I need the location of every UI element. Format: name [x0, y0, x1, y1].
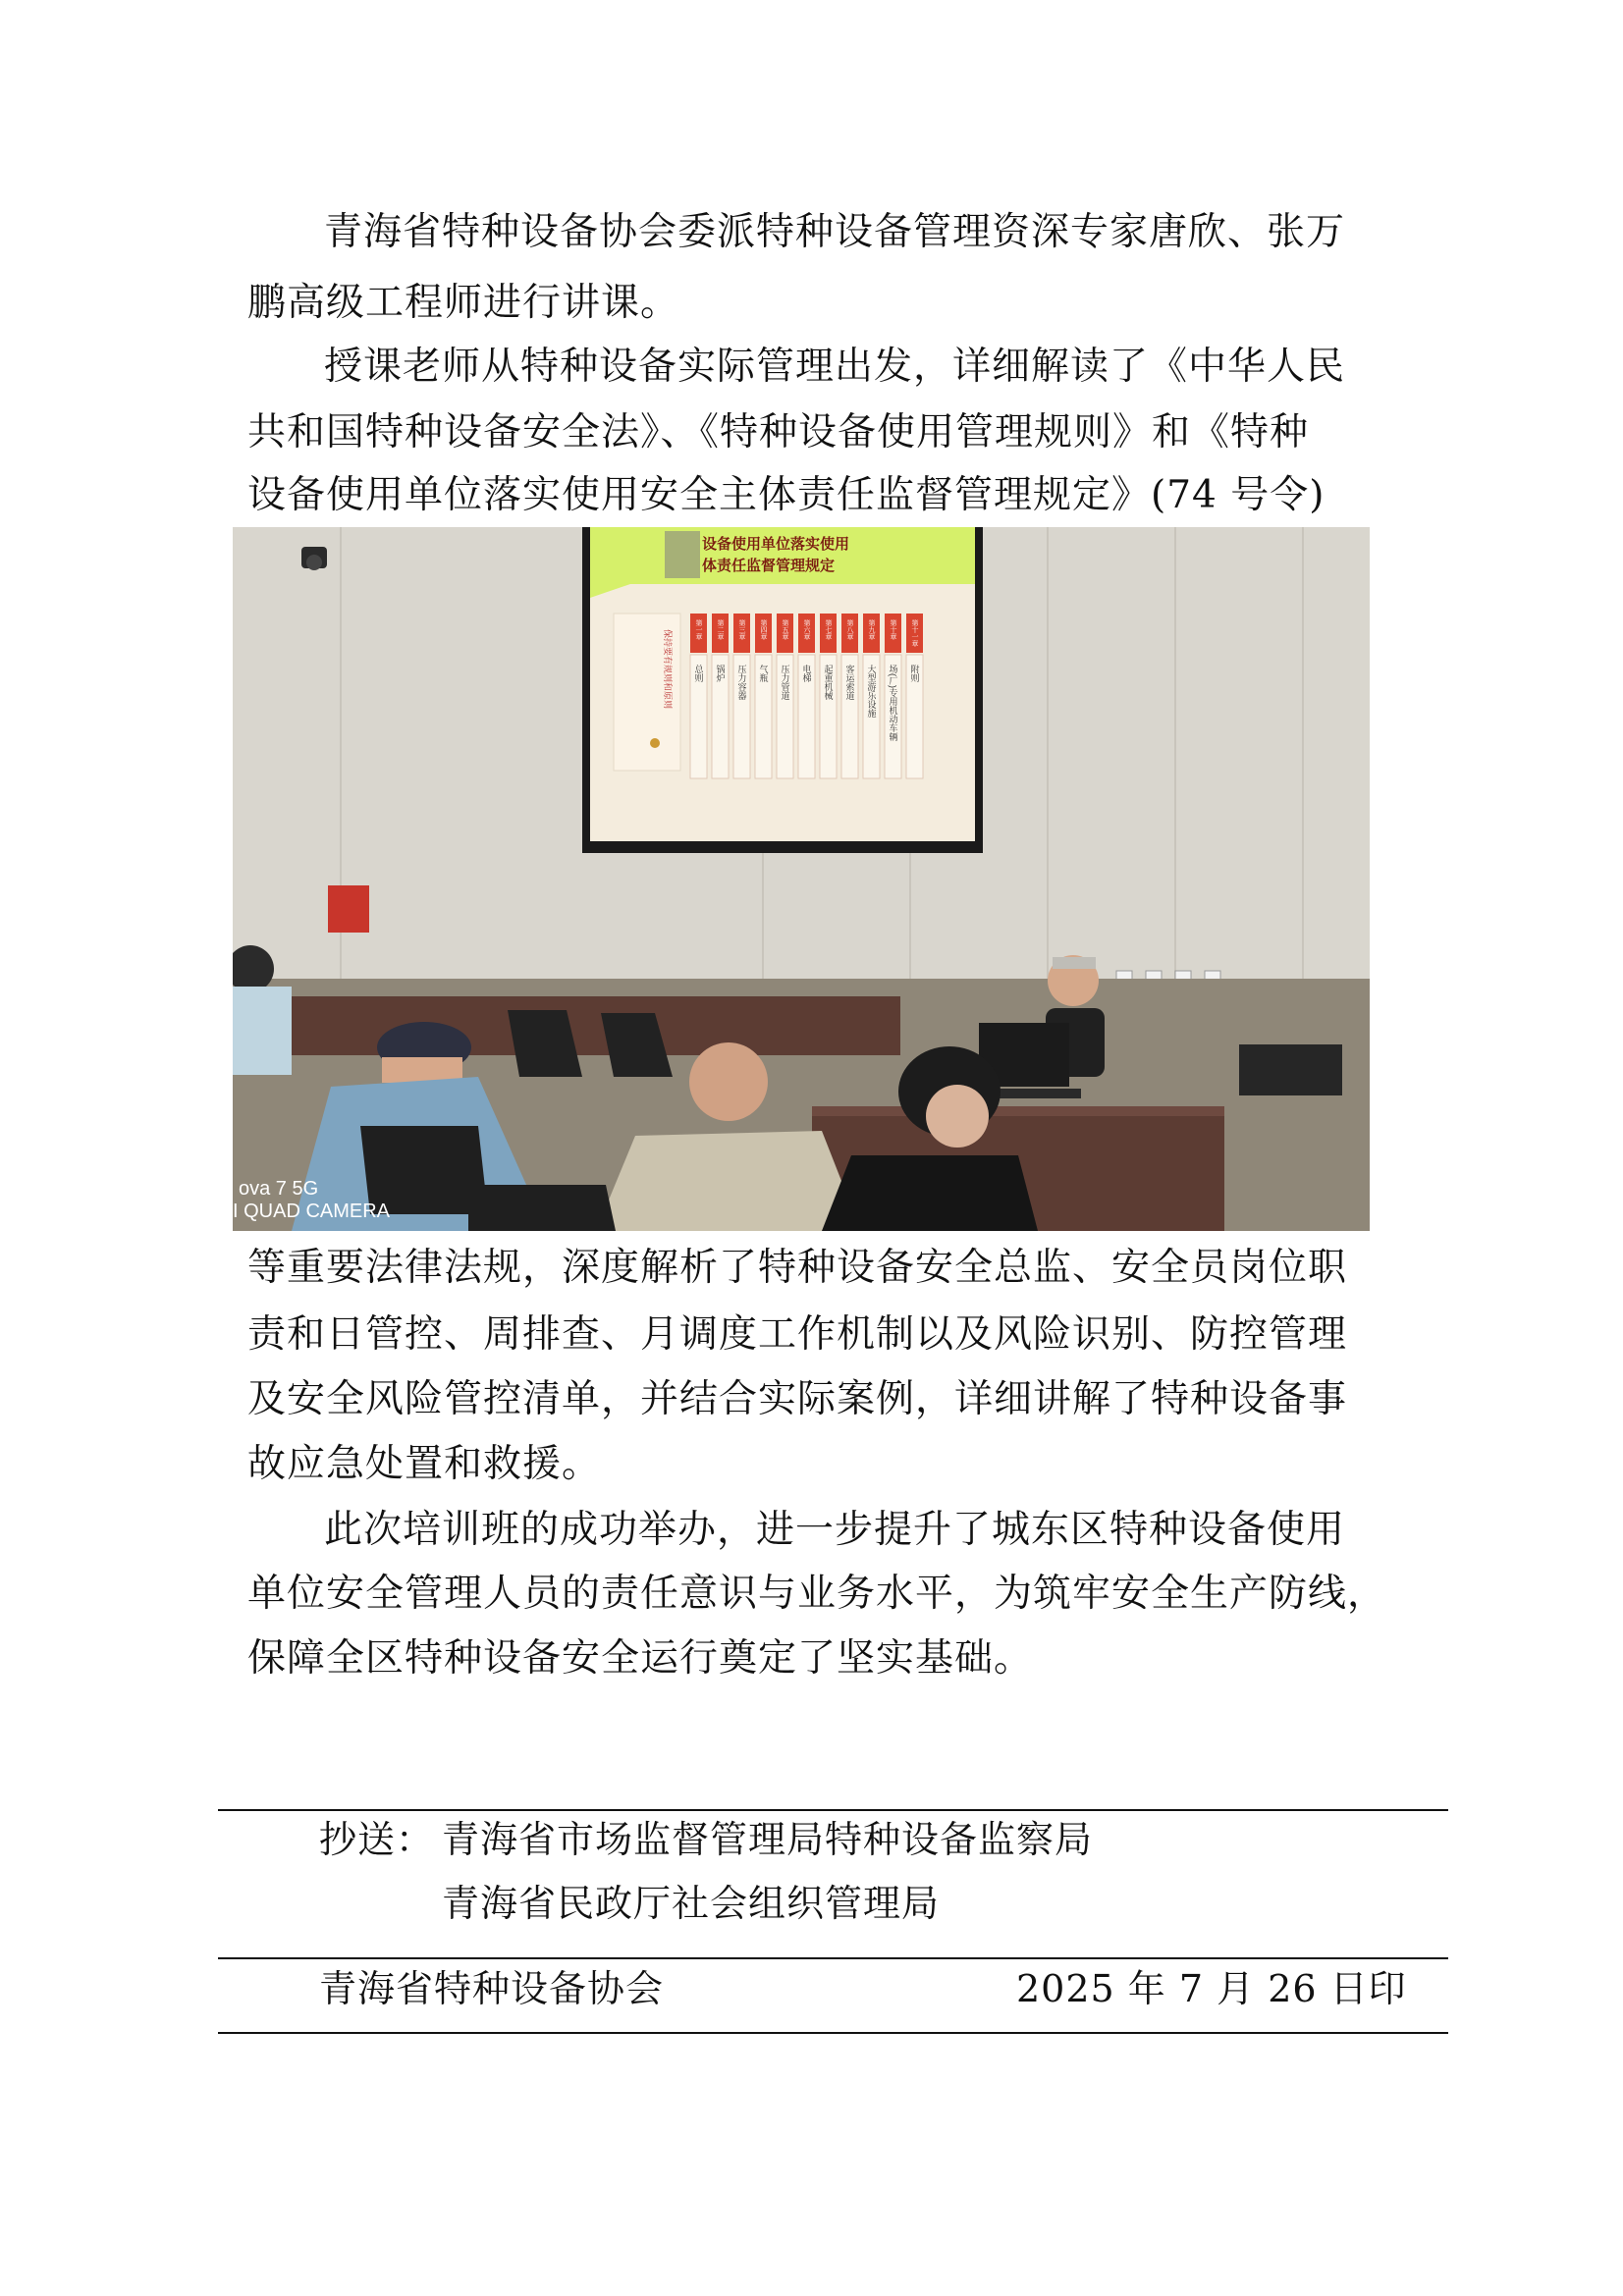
cc-label: 抄送： — [319, 1818, 435, 1861]
training-photo — [233, 527, 1370, 1231]
footer-middle-rule — [218, 1957, 1448, 1959]
footer-bottom-rule — [218, 2032, 1448, 2034]
slide-chapter-head-text-11: 第十一章 — [911, 619, 918, 647]
paragraph-2-line-6: 及安全风险管控清单，并结合实际案例，详细讲解了特种设备事 — [247, 1377, 1348, 1421]
slide-chapter-body-text-7: 起重机械 — [823, 665, 834, 700]
slide-chapter-head-text-1: 第一章 — [695, 619, 702, 640]
slide-chapter-body-text-6: 电梯 — [801, 665, 812, 682]
paragraph-1-line-1: 青海省特种设备协会委派特种设备管理资深专家唐欣、张万 — [324, 210, 1346, 254]
paragraph-3-line-3: 保障全区特种设备安全运行奠定了坚实基础。 — [247, 1636, 1034, 1681]
slide-chapter-head-text-10: 第十章 — [890, 619, 896, 640]
paragraph-2-line-3: 设备使用单位落实使用安全主体责任监督管理规定》(74 号令) — [247, 473, 1325, 517]
slide-chapter-body-text-3: 压力容器 — [736, 665, 747, 700]
cc-recipient-2: 青海省民政厅社会组织管理局 — [442, 1882, 941, 1925]
slide-chapter-columns — [690, 614, 923, 778]
slide-chapter-body-text-9: 大型游乐设施 — [866, 665, 877, 718]
slide-chapter-body-text-5: 压力管道 — [780, 665, 790, 700]
cc-recipient-1: 青海省市场监督管理局特种设备监察局 — [442, 1818, 1094, 1861]
slide-chapter-head-text-2: 第二章 — [717, 619, 724, 640]
paragraph-2-line-4: 等重要法律法规，深度解析了特种设备安全总监、安全员岗位职 — [247, 1246, 1348, 1290]
paragraph-2-line-2: 共和国特种设备安全法》、《特种设备使用管理规则》和《特种 — [247, 410, 1310, 454]
footer-top-rule — [218, 1809, 1448, 1811]
paragraph-2-line-7: 故应急处置和救援。 — [247, 1442, 602, 1486]
slide-chapter-body-text-2: 锅炉 — [715, 665, 726, 682]
issuer: 青海省特种设备协会 — [319, 1967, 665, 2010]
slide-chapter-head-text-6: 第六章 — [803, 619, 810, 640]
slide-title-line-2: 体责任监督管理规定 — [702, 558, 836, 574]
print-date: 2025 年 7 月 26 日印 — [1016, 1967, 1407, 2010]
slide-chapter-body-text-8: 客运索道 — [844, 665, 855, 700]
slide-chapter-head-text-4: 第四章 — [760, 619, 767, 640]
slide-chapter-head-text-9: 第九章 — [868, 619, 875, 640]
slide-chapter-head-text-7: 第七章 — [825, 619, 832, 640]
slide-title-line-1: 设备使用单位落实使用 — [702, 536, 850, 553]
slide-chapter-head-text-5: 第五章 — [782, 619, 788, 640]
slide-chapter-body-text-4: 气瓶 — [758, 665, 769, 682]
paragraph-2-line-5: 责和日管控、周排查、月调度工作机制以及风险识别、防控管理 — [247, 1312, 1348, 1357]
paragraph-2-line-1: 授课老师从特种设备实际管理出发，详细解读了《中华人民 — [324, 345, 1346, 389]
slide-chapter-body-text-10: 场(厂)专用机动车辆 — [888, 665, 898, 741]
camera-watermark-model: ova 7 5G — [239, 1178, 319, 1200]
paragraph-3-line-1: 此次培训班的成功举办，进一步提升了城东区特种设备使用 — [324, 1508, 1346, 1552]
paragraph-3-line-2: 单位安全管理人员的责任意识与业务水平，为筑牢安全生产防线， — [247, 1572, 1387, 1616]
slide-chapter-body-text-1: 总则 — [693, 665, 704, 682]
slide-chapter-head-text-8: 第八章 — [846, 619, 853, 640]
camera-watermark-camera: I QUAD CAMERA — [233, 1201, 391, 1222]
slide-chapter-head-text-3: 第三章 — [738, 619, 745, 640]
svg-text:保持要有规则和原则: 保持要有规则和原则 — [663, 629, 673, 710]
paragraph-1-line-2: 鹏高级工程师进行讲课。 — [247, 281, 680, 325]
slide-chapter-body-text-11: 附则 — [909, 665, 920, 682]
